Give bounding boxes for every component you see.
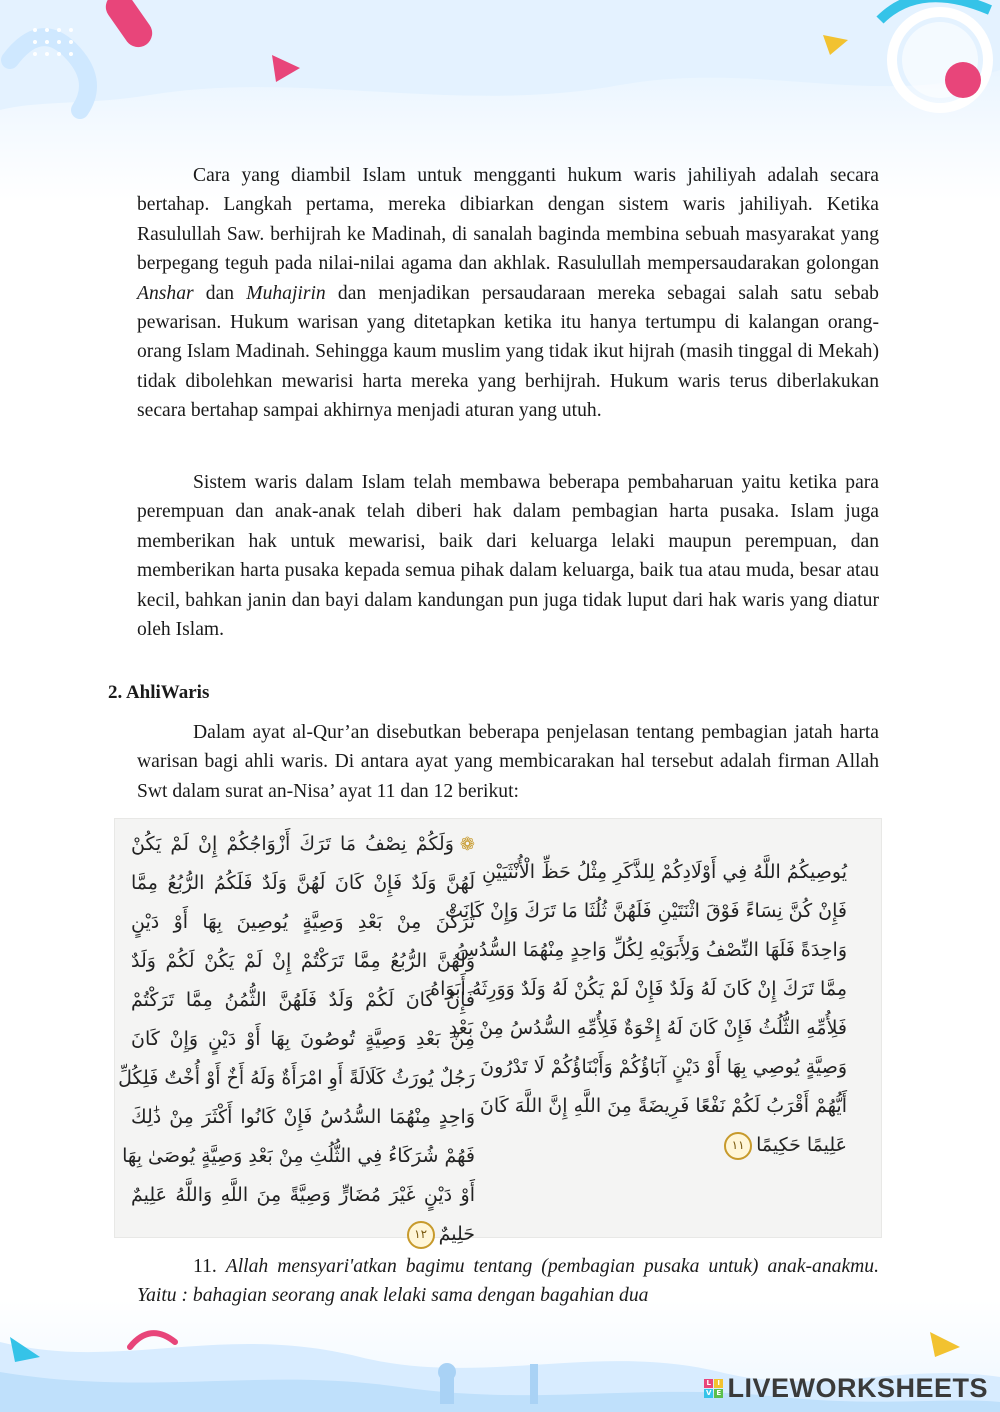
brand-text: LIVEWORKSHEETS	[727, 1373, 988, 1403]
verse-12-column	[118, 825, 475, 1254]
paragraph-2	[137, 468, 879, 644]
paragraph-3	[137, 718, 879, 806]
verse-12-line: وَلَهُنَّ الرُّبُعُ مِمَّا تَرَكْتُمْ إِنْ لَمْ يَكُنْ لَكُمْ وَلَدٌ	[131, 950, 475, 972]
verse-12-line: مِنْ بَعْدِ وَصِيَّةٍ تُوصُونَ بِهَا أَوْ دَيْنٍ وَإِنْ كَانَ	[131, 1028, 475, 1050]
verse-12-marker: ١٢	[407, 1221, 435, 1249]
verse-12-line: وَاحِدٍ مِنْهُمَا السُّدُسُ فَإِنْ كَانُوا أَكْثَرَ مِنْ ذَٰلِكَ	[131, 1106, 475, 1128]
verse-11-line: فَلِأُمِّهِ الثُّلُثُ فَإِنْ كَانَ لَهُ إِخْوَةٌ فَلِأُمِّهِ السُّدُسُ مِنْ بَعْدِ	[448, 1017, 847, 1039]
paragraph-1-conj: dan	[205, 282, 235, 304]
paragraph-1	[137, 161, 879, 426]
verse-12-line: فَهُمْ شُرَكَاءُ فِي الثُّلُثِ مِنْ بَعْدِ وَصِيَّةٍ يُوصَىٰ بِهَا	[122, 1145, 475, 1167]
verse-12-line: حَلِيمٌ	[438, 1223, 475, 1245]
verse-12-line: أَوْ دَيْنٍ غَيْرَ مُضَارٍّ وَصِيَّةً مِنَ اللَّهِ وَاللَّهُ عَلِيمٌ	[131, 1184, 475, 1206]
translation-text: Allah mensyari'atkan bagimu tentang (pembagian pusaka untuk) anak-anakmu. Yaitu : bahagian seorang anak lelaki sama dengan bagahian dua	[137, 1256, 879, 1307]
verse-11-line: فَإِنْ كُنَّ نِسَاءً فَوْقَ اثْنَتَيْنِ فَلَهُنَّ ثُلُثَا مَا تَرَكَ وَإِنْ كَانَتْ	[445, 900, 847, 922]
term-anshar: Anshar	[137, 282, 194, 304]
verse-11-marker: ١١	[724, 1132, 752, 1160]
liveworksheets-logo-icon: L I V E	[706, 1379, 722, 1397]
header-decoration	[0, 0, 1000, 150]
verse-11-column	[430, 853, 847, 1165]
section-heading: 2. AhliWaris	[108, 682, 210, 703]
verse-11-line: يُوصِيكُمُ اللَّهُ فِي أَوْلَادِكُمْ لِلذَّكَرِ مِثْلُ حَظِّ الْأُنْثَيَيْنِ	[481, 861, 847, 883]
verse-12-line: تَرَكْنَ مِنْ بَعْدِ وَصِيَّةٍ يُوصِينَ بِهَا أَوْ دَيْنٍ	[131, 911, 475, 933]
translation-number: 11.	[193, 1256, 217, 1277]
verse-11-line: وَاحِدَةً فَلَهَا النِّصْفُ وَلِأَبَوَيْهِ لِكُلِّ وَاحِدٍ مِنْهُمَا السُّدُسُ	[455, 939, 847, 961]
verse-12-line: وَلَكُمْ نِصْفُ مَا تَرَكَ أَزْوَاجُكُمْ إِنْ لَمْ يَكُنْ	[131, 833, 454, 855]
paragraph-3-text: Dalam ayat al-Qur’an disebutkan beberapa penjelasan tentang pembagian jatah harta warisan bagi ahli waris. Di antara ayat yang membicarakan hal tersebut adalah firman Allah Swt dalam surat an-Nisa’ ayat 11 dan 12 berikut:	[137, 722, 879, 802]
verse-11-last-line	[517, 1126, 847, 1165]
verse-11-line: وَصِيَّةٍ يُوصِي بِهَا أَوْ دَيْنٍ آبَاؤُكُمْ وَأَبْنَاؤُكُمْ لَا تَدْرُونَ	[480, 1056, 847, 1078]
verse-12-first-line	[131, 825, 475, 864]
quran-verse-panel	[114, 818, 882, 1245]
verse-12-line: لَهُنَّ وَلَدٌ فَإِنْ كَانَ لَهُنَّ وَلَدٌ فَلَكُمُ الرُّبُعُ مِمَّا	[131, 872, 475, 894]
flower-ornament-icon: ❁	[459, 834, 475, 855]
verse-11-line: مِمَّا تَرَكَ إِنْ كَانَ لَهُ وَلَدٌ فَإِنْ لَمْ يَكُنْ لَهُ وَلَدٌ وَوَرِثَهُ أَبَوَاهُ	[430, 978, 847, 1000]
term-muhajirin: Muhajirin	[246, 282, 326, 304]
verse-12-line: رَجُلٌ يُورَثُ كَلَالَةً أَوِ امْرَأَةٌ وَلَهُ أَخٌ أَوْ أُخْتٌ فَلِكُلِّ	[118, 1067, 475, 1089]
paragraph-1-text: Cara yang diambil Islam untuk mengganti hukum waris jahiliyah adalah secara bertahap. Langkah pertama, mereka dibiarkan dengan sistem waris jahiliyah. Ketika Rasulullah Saw. berhijrah ke Madinah, di sanalah baginda membina sebuah masyarakat yang berpegang teguh pada nilai-nilai agama dan akhlak. Rasulullah mempersaudarakan golongan	[137, 165, 879, 275]
verse-11-line: عَلِيمًا حَكِيمًا	[756, 1134, 847, 1156]
verse-11-line: أَيُّهُمْ أَقْرَبُ لَكُمْ نَفْعًا فَرِيضَةً مِنَ اللَّهِ إِنَّ اللَّهَ كَانَ	[479, 1095, 847, 1117]
paragraph-1-rest: dan menjadikan persaudaraan mereka sebagai salah satu sebab pewarisan. Hukum warisan yang ditetapkan ketika itu hanya tertumpu di kalangan orang-orang Islam Madinah. Sehingga kaum muslim yang tidak ikut hijrah (masih tinggal di Mekah) tidak dibolehkan mewarisi harta mereka yang berhijrah. Hukum waris terus diberlakukan secara bertahap sampai akhirnya menjadi aturan yang utuh.	[137, 282, 879, 422]
verse-12-last-line	[131, 1215, 475, 1254]
liveworksheets-brand	[704, 1373, 988, 1404]
verse-12-line: فَإِنْ كَانَ لَكُمْ وَلَدٌ فَلَهُنَّ الثُّمُنُ مِمَّا تَرَكْتُمْ	[131, 989, 475, 1011]
paragraph-2-text: Sistem waris dalam Islam telah membawa beberapa pembaharuan yaitu ketika para perempuan dan anak-anak telah diberi hak dalam pembagian harta pusaka. Islam juga memberikan hak untuk mewarisi, baik dari keluarga lelaki maupun perempuan, dan memberikan harta pusaka kepada semua pihak dalam keluarga, baik tua atau muda, besar atau kecil, bahkan janin dan bayi dalam kandungan pun juga tidak luput dari hak waris yang diatur oleh Islam.	[137, 472, 879, 641]
